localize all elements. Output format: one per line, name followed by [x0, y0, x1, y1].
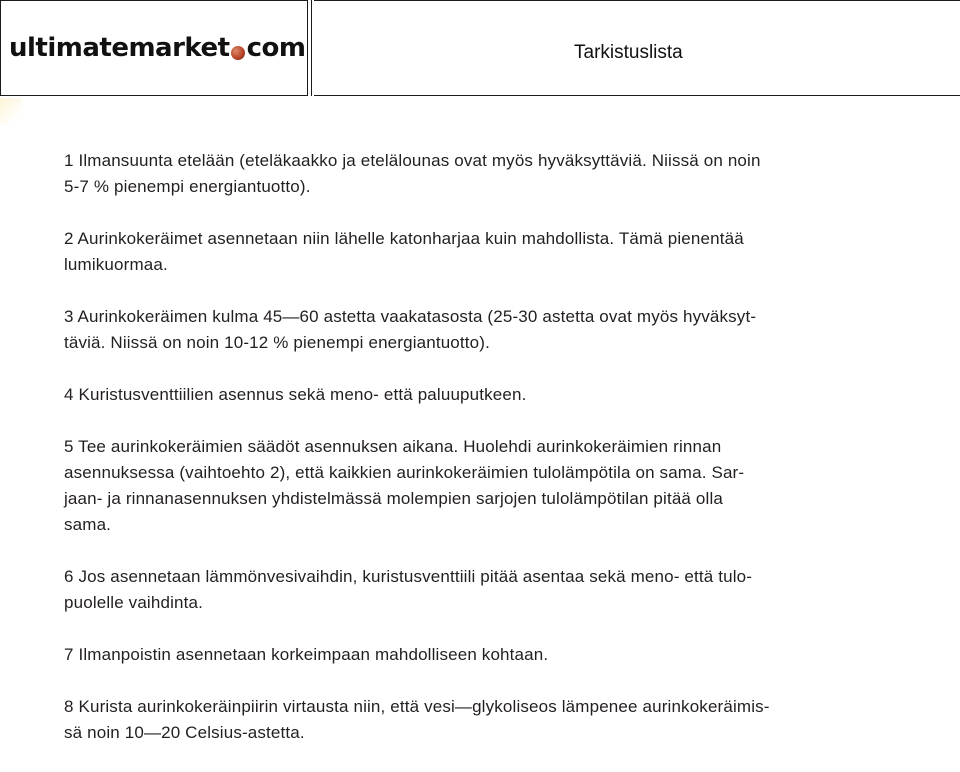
- checklist-line: 1 Ilmansuunta etelään (eteläkaakko ja etelälounas ovat myös hyväksyttäviä. Niissä on noin: [64, 151, 761, 170]
- checklist-line: 5 Tee aurinkokeräimien säädöt asennuksen aikana. Huolehdi aurinkokeräimien rinnan: [64, 437, 722, 456]
- page-header: [0, 0, 960, 98]
- logo-text-main: ultimatemarket: [9, 33, 230, 63]
- logo-box: [0, 0, 308, 96]
- checklist-item-6: [64, 564, 884, 616]
- page-title: Tarkistuslista: [574, 42, 683, 63]
- checklist-item-8: [64, 694, 884, 746]
- checklist-line: jaan- ja rinnanasennuksen yhdistelmässä molempien sarjojen tulolämpötilan pitää olla: [64, 489, 723, 508]
- checklist-line: lumikuormaa.: [64, 255, 168, 274]
- checklist-line: 8 Kurista aurinkokeräinpiirin virtausta niin, että vesi—glykoliseos lämpenee aurinkokeräimis-: [64, 697, 770, 716]
- checklist-line: 6 Jos asennetaan lämmönvesivaihdin, kuristusventtiili pitää asentaa sekä meno- että tulo-: [64, 567, 753, 586]
- logo[interactable]: [9, 33, 305, 63]
- corner-accent: [0, 98, 22, 124]
- checklist-item-7: [64, 642, 884, 668]
- checklist-item-1: [64, 148, 884, 200]
- checklist-item-2: [64, 226, 884, 278]
- checklist-line: täviä. Niissä on noin 10-12 % pienempi energiantuotto).: [64, 333, 490, 352]
- checklist-item-4: [64, 382, 884, 408]
- checklist-line: asennuksessa (vaihtoehto 2), että kaikkien aurinkokeräimien tulolämpötila on sama. Sar-: [64, 463, 745, 482]
- logo-dot-icon: [231, 46, 245, 60]
- checklist-item-3: [64, 304, 884, 356]
- checklist-line: 2 Aurinkokeräimet asennetaan niin lähelle katonharjaa kuin mahdollista. Tämä pienentää: [64, 229, 744, 248]
- checklist-line: puolelle vaihdinta.: [64, 593, 203, 612]
- checklist-line: 4 Kuristusventtiilien asennus sekä meno- että paluuputkeen.: [64, 385, 527, 404]
- checklist-line: 3 Aurinkokeräimen kulma 45—60 astetta vaakatasosta (25-30 astetta ovat myös hyväksyt-: [64, 307, 757, 326]
- checklist-item-5: [64, 434, 884, 538]
- logo-text-tld: com: [246, 33, 306, 63]
- checklist-line: sama.: [64, 515, 112, 534]
- checklist-line: sä noin 10—20 Celsius-astetta.: [64, 723, 305, 742]
- checklist-line: 5-7 % pienempi energiantuotto).: [64, 177, 311, 196]
- checklist-line: 7 Ilmanpoistin asennetaan korkeimpaan mahdolliseen kohtaan.: [64, 645, 549, 664]
- checklist: [64, 148, 884, 772]
